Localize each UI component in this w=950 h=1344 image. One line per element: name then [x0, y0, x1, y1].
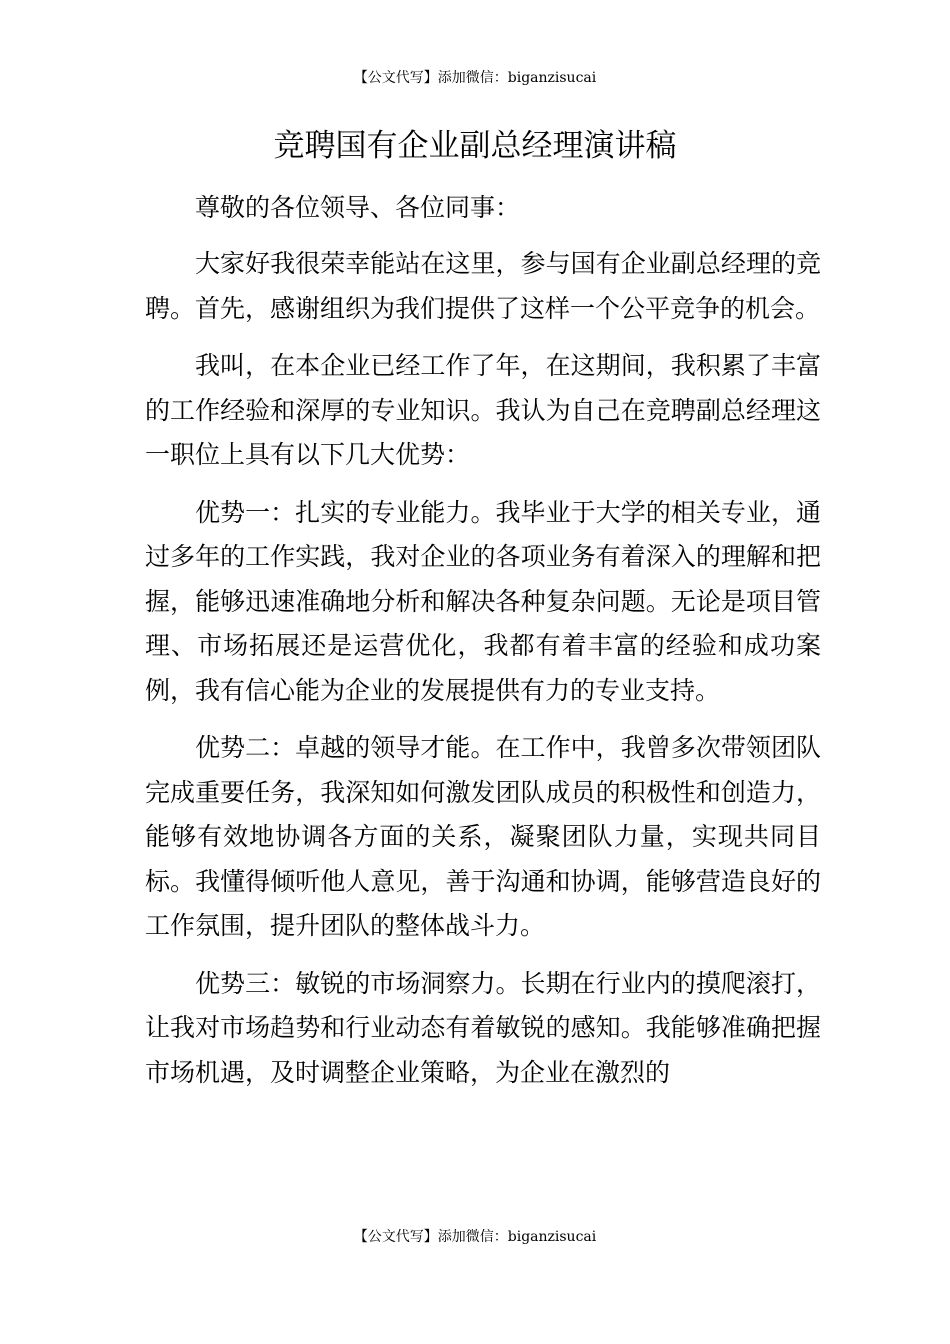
salutation: 尊敬的各位领导、各位同事： [195, 193, 521, 222]
paragraph-advantage-one: 优势一：扎实的专业能力。我毕业于大学的相关专业，通过多年的工作实践，我对企业的各项业务有着深入的理解和把握，能够迅速准确地分析和解决各种复杂问题。无论是项目管理、市场拓展还是运营优化，我都有着丰富的经验和成功案例，我有信心能为企业的发展提供有力的专业支持。 [145, 497, 821, 705]
paragraph-intro: 大家好我很荣幸能站在这里，参与国有企业副总经理的竞聘。首先，感谢组织为我们提供了这样一个公平竞争的机会。 [145, 249, 821, 323]
document-title: 竞聘国有企业副总经理演讲稿 [273, 128, 677, 164]
paragraph-advantage-three: 优势三：敏锐的市场洞察力。长期在行业内的摸爬滚打，让我对市场趋势和行业动态有着敏锐的感知。我能够准确把握市场机遇，及时调整企业策略，为企业在激烈的 [145, 968, 821, 1087]
footer-note: 【公文代写】添加微信：biganzisucai [353, 1229, 597, 1245]
paragraph-advantage-two: 优势二：卓越的领导才能。在工作中，我曾多次带领团队完成重要任务，我深知如何激发团队成员的积极性和创造力，能够有效地协调各方面的关系，凝聚团队力量，实现共同目标。我懂得倾听他人意见，善于沟通和协调，能够营造良好的工作氛围，提升团队的整体战斗力。 [145, 733, 821, 940]
paragraph-self-introduction: 我叫，在本企业已经工作了年，在这期间，我积累了丰富的工作经验和深厚的专业知识。我认为自己在竞聘副总经理这一职位上具有以下几大优势： [145, 351, 821, 469]
document-body [145, 186, 821, 1108]
header-note: 【公文代写】添加微信：biganzisucai [353, 70, 597, 86]
